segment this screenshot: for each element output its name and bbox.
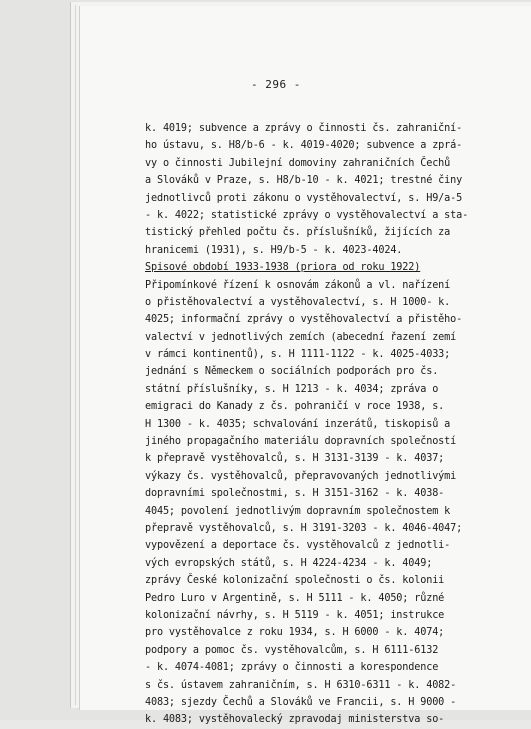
text-line: státní příslušníky, s. H 1213 - k. 4034; zpráva o — [145, 383, 439, 395]
text-line: s čs. ústavem zahraničním, s. H 6310-6311 - k. 4082- — [145, 679, 457, 691]
page-edge-shadow — [75, 5, 76, 705]
text-line: kolonizační návrhy, s. H 5119 - k. 4051; instrukce — [145, 609, 445, 621]
text-line: 4045; povolení jednotlivým dopravním společnostem k — [145, 505, 451, 517]
page-number: - 296 - — [251, 78, 301, 91]
text-line: vypovězení a deportace čs. vystěhovalců z jednotli- — [145, 540, 451, 552]
text-line: - k. 4074-4081; zprávy o činnosti a korespondence — [145, 662, 439, 674]
text-line: H 1300 - k. 4035; schvalování inzerátů, tiskopisů a — [145, 418, 451, 430]
document-body — [145, 120, 525, 729]
text-line: jednotlivců proti zákonu o vystěhovalectví, s. H9/a-5 — [145, 192, 463, 204]
section-heading: Spisové období 1933-1938 (priora od roku 1922) — [145, 262, 421, 274]
text-line: k. 4083; vystěhovalecký zpravodaj ministerstva so- — [145, 714, 445, 726]
text-line: zprávy České kolonizační společnosti o čs. kolonii — [145, 575, 445, 587]
text-line: vých evropských států, s. H 4224-4234 - k. 4049; — [145, 557, 433, 569]
text-line: Pedro Luro v Argentině, s. H 5111 - k. 4050; různé — [145, 592, 445, 604]
text-line: o přistěhovalectví a vystěhovalectví, s. H 1000- k. — [145, 296, 451, 308]
text-line: výkazy čs. vystěhovalců, přepravovaných jednotlivými — [145, 470, 457, 482]
text-line: 4025; informační zprávy o vystěhovalectví a přistěho- — [145, 314, 463, 326]
document-page — [80, 6, 531, 726]
text-line: k přepravě vystěhovalců, s. H 3131-3139 - k. 4037; — [145, 453, 445, 465]
text-line: přepravě vystěhovalců, s. H 3191-3203 - k. 4046-4047; — [145, 522, 463, 534]
text-line: Připomínkové řízení k osnovám zákonů a vl. nařízení — [145, 279, 451, 291]
text-line: pro vystěhovalce z roku 1934, s. H 6000 - k. 4074; — [145, 627, 445, 639]
text-line: - k. 4022; statistické zprávy o vystěhovalectví a sta- — [145, 209, 469, 221]
text-line: hranicemi (1931), s. H9/b-5 - k. 4023-4024. — [145, 244, 403, 256]
text-line: emigraci do Kanady z čs. pohraničí v roce 1938, s. — [145, 401, 445, 413]
text-line: podpory a pomoc čs. vystěhovalcům, s. H 6111-6132 — [145, 644, 439, 656]
text-line: a Slováků v Praze, s. H8/b-10 - k. 4021; trestné činy — [145, 175, 463, 187]
text-line: k. 4019; subvence a zprávy o činnosti čs. zahraniční- — [145, 123, 463, 134]
text-line: jiného propagačního materiálu dopravních společností — [145, 436, 457, 448]
text-line: v rámci kontinentů), s. H 1111-1122 - k. 4025-4033; — [145, 349, 451, 361]
text-line: 4083; sjezdy Čechů a Slováků ve Francii, s. H 9000 - — [145, 696, 457, 708]
text-line: tistický přehled počtu čs. příslušníků, žijících za — [145, 227, 451, 239]
text-line: valectví v jednotlivých zemích (abecední řazení zemí — [145, 331, 457, 343]
text-line: ho ústavu, s. H8/b-6 - k. 4019-4020; subvence a zprá- — [145, 140, 463, 152]
text-line: jednání s Německem o sociálních podporách pro čs. — [145, 366, 439, 378]
text-line: dopravními společnostmi, s. H 3151-3162 - k. 4038- — [145, 488, 445, 500]
text-line: vy o činnosti Jubilejní domoviny zahraničních Čechů — [145, 157, 451, 169]
